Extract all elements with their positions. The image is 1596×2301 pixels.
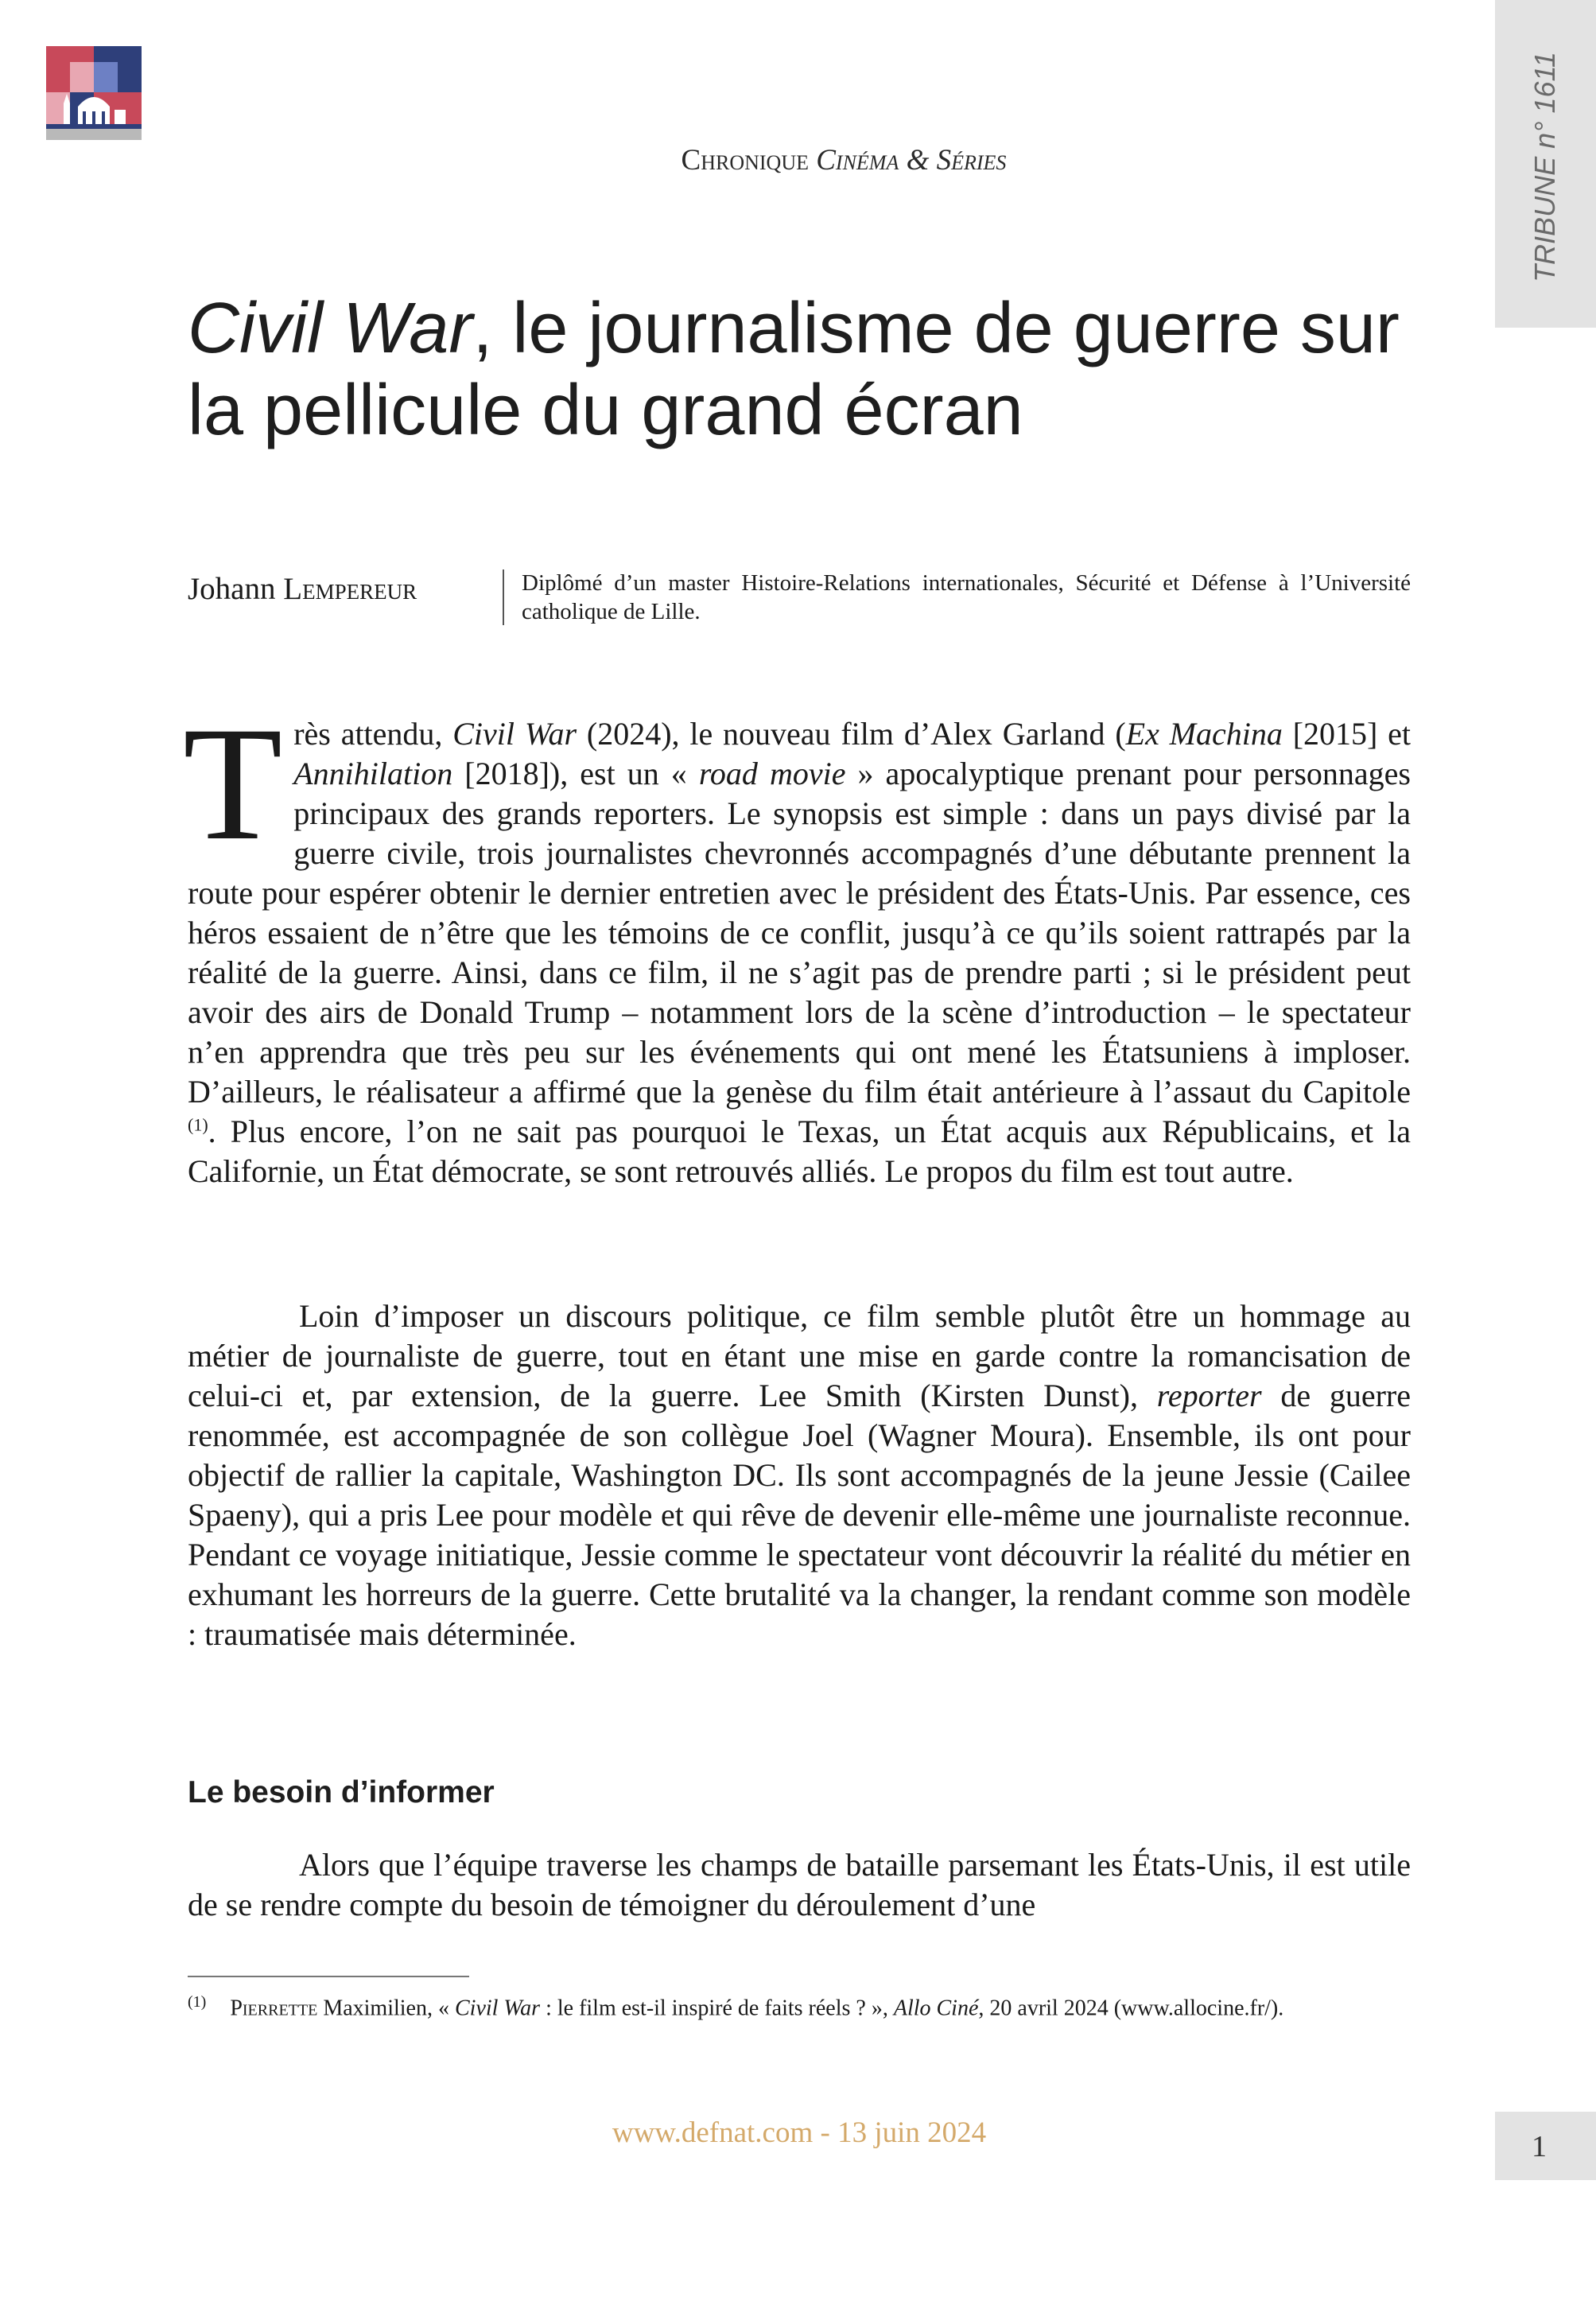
author-bio: Diplômé d’un master Histoire-Relations internationales, Sécurité et Défense à l’Université catholique de Lille. <box>522 570 1411 624</box>
paragraph-2 <box>188 1296 1411 1654</box>
paragraph-1 <box>183 694 1412 1191</box>
p1-film3: Annihilation <box>293 756 453 791</box>
p1-text-f: . Plus encore, l’on ne sait pas pourquoi le Texas, un État acquis aux Républicains, et la Californie, un État démocrate, se sont retrouvés alliés. Le propos du film est tout autre. <box>188 1114 1411 1189</box>
defnat-logo <box>46 46 142 140</box>
tribune-tab <box>1495 0 1596 328</box>
paragraph-3: Alors que l’équipe traverse les champs de bataille parsemant les États-Unis, il est utile de se rendre compte du besoin de témoigner du déroulement d’une <box>188 1847 1411 1922</box>
logo-graphic <box>46 46 142 140</box>
p1-text-d: [2018]), est un « <box>452 756 699 791</box>
footnote-number: (1) <box>188 1993 207 2011</box>
footnote <box>188 1993 1412 2021</box>
author-divider <box>503 569 504 625</box>
author-first: Johann <box>188 572 276 606</box>
p1-text-a: rès attendu, <box>293 716 453 752</box>
p1-text-c: [2015] et <box>1282 716 1412 752</box>
p1-term: road movie <box>698 756 846 791</box>
title-rest: , le journalisme de guerre sur la pellicule du grand écran <box>188 289 1400 450</box>
page-number: 1 <box>1532 2130 1547 2163</box>
p1-text-b: (2024), le nouveau film d’Alex Garland ( <box>577 716 1126 752</box>
p2-text-a: Loin d’imposer un discours politique, ce film semble plutôt être un hommage au métier de journaliste de guerre, tout en étant une mise en garde contre la romancisation de celui-ci et, par extension, de la guerre. Lee Smith (Kirsten Dunst), <box>188 1298 1411 1413</box>
tribune-number: TRIBUNE n° 1611 <box>1528 52 1561 282</box>
footnote-divider <box>188 1976 469 1977</box>
title-film: Civil War <box>188 289 473 368</box>
p2-term: reporter <box>1156 1378 1262 1413</box>
footnote-text-b: : le film est-il inspiré de faits réels ? », <box>540 1996 894 2021</box>
section-label: Cinéma & Séries <box>816 144 1007 177</box>
p1-film2: Ex Machina <box>1125 716 1283 752</box>
dropcap: T <box>183 694 283 874</box>
footnote-text-a: Maximilien, « <box>317 1996 455 2021</box>
page-number-tab <box>1495 2112 1596 2180</box>
p1-film: Civil War <box>452 716 577 752</box>
section-header <box>188 143 1500 177</box>
footnote-ref[interactable]: (1) <box>188 1114 208 1135</box>
author-last: Lempereur <box>283 572 417 606</box>
footnote-text-c: , 20 avril 2024 (www.allocine.fr/). <box>978 1996 1284 2021</box>
section-heading: Le besoin d’informer <box>188 1775 495 1809</box>
p1-text-e: » apocalyptique prenant pour personnages principaux des grands reporters. Le synopsis est simple : dans un pays divisé par la guerre civile, trois journalistes chevronnés accompagnés d’une débutante prennent la route pour espérer obtenir le dernier entretien avec le président des États-Unis. Par essence, ces héros essaient de n’être que les témoins de ce conflit, jusqu’à ce qu’ils soient rattrapés par la réalité de la guerre. Ainsi, dans ce film, il ne s’agit pas de prendre parti ; si le président peut avoir des airs de Donald Trump – notamment lors de la scène d’introduction – le spectateur n’en apprendra que très peu sur les événements qui ont mené les Étatsuniens à imploser. D’ailleurs, le réalisateur a affirmé que la genèse du film était antérieure à l’assaut du Capitole <box>188 756 1411 1110</box>
footnote-author: Pierrette <box>230 1996 318 2021</box>
footer-site[interactable]: www.defnat.com - 13 juin 2024 <box>612 2116 987 2149</box>
article-title <box>188 288 1428 451</box>
author-name <box>188 571 417 607</box>
chronique-label: Chronique <box>681 144 809 177</box>
p2-text-b: de guerre renommée, est accompagnée de son collègue Joel (Wagner Moura). Ensemble, ils ont pour objectif de rallier la capitale, Washington DC. Ils sont accompagnés de la jeune Jessie (Cailee Spaeny), qui a pris Lee pour modèle et qui rêve de devenir elle-même une journaliste reconnue. Pendant ce voyage initiatique, Jessie comme le spectateur vont découvrir la réalité du métier en exhumant les horreurs de la guerre. Cette brutalité va la changer, la rendant comme son modèle : traumatisée mais déterminée. <box>188 1378 1412 1652</box>
footnote-title: Civil War <box>454 1996 541 2021</box>
footnote-source: Allo Ciné <box>893 1996 979 2021</box>
